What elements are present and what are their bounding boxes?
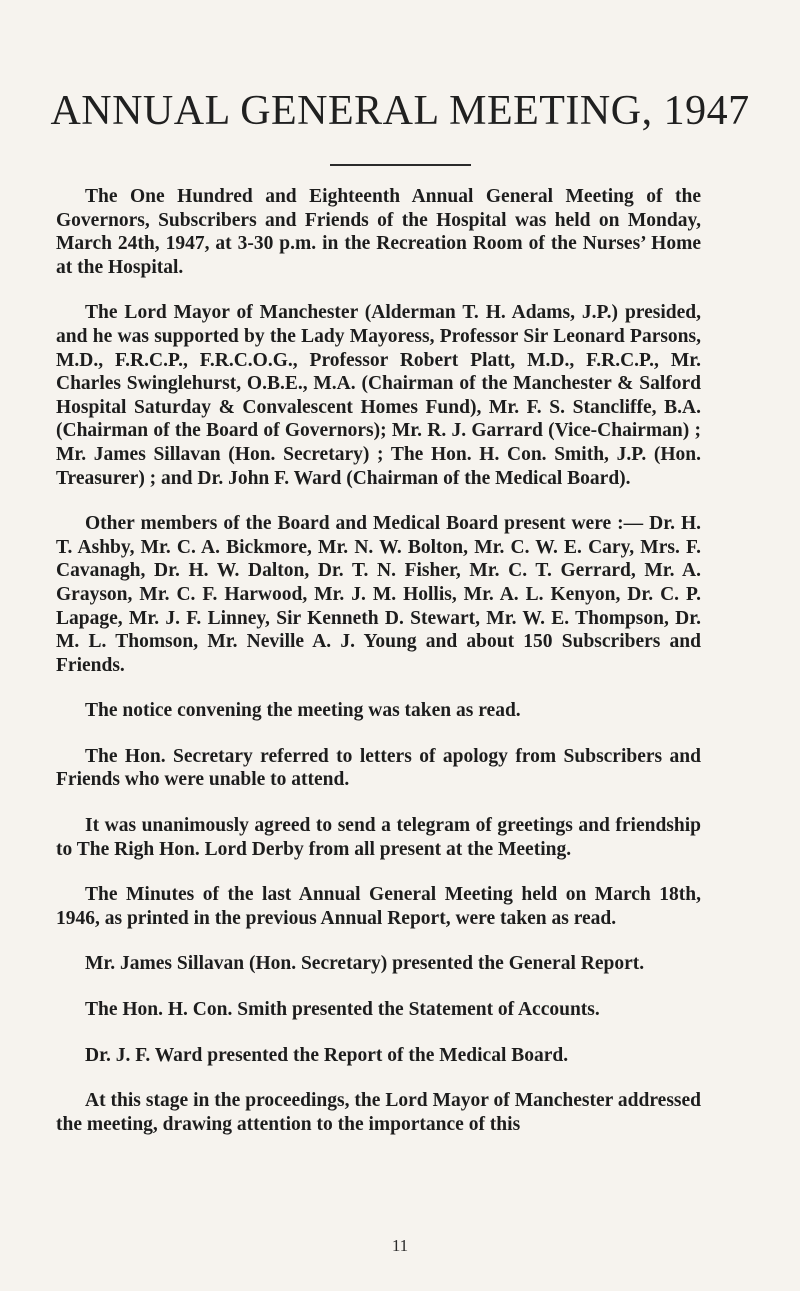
paragraph-notice: The notice convening the meeting was taken as read. — [85, 700, 521, 722]
page-title: ANNUAL GENERAL MEETING, 1947 — [50, 88, 750, 134]
title-divider — [330, 164, 471, 166]
paragraph-medical-report: Dr. J. F. Ward presented the Report of the Medical Board. — [85, 1044, 569, 1066]
paragraph-minutes: The Minutes of the last Annual General Meeting held on March 18th, 1946, as printed in the previous Annual Report, were taken as read. — [56, 884, 701, 929]
paragraph-members-present: Other members of the Board and Medical Board present were :— Dr. H. T. Ashby, Mr. C. A. Bickmore, Mr. N. W. Bolton, Mr. C. W. E. Cary, Mrs. F. Cavanagh, Dr. H. W. Dalton, Dr. T. N. Fisher, Mr. C. T. Gerrard, Mr. A. Grayson, Mr. C. F. Harwood, Mr. J. M. Hollis, Mr. A. L. Kenyon, Dr. C. P. Lapage, Mr. J. F. Linney, Sir Kenneth D. Stewart, Mr. W. E. Thompson, Dr. M. L. Thomson, Mr. Neville A. J. Young and about 150 Subscribers and Friends. — [56, 513, 701, 676]
page-number: 11 — [391, 1236, 409, 1255]
paragraph-apologies: The Hon. Secretary referred to letters of apology from Subscribers and Friends who were unable to attend. — [56, 745, 701, 791]
body-text — [56, 185, 701, 1158]
paragraph-telegram: It was unanimously agreed to send a telegram of greetings and friendship to The Righ Hon. Lord Derby from all present at the Meeting. — [56, 815, 701, 860]
paragraph-lord-mayor: At this stage in the proceedings, the Lord Mayor of Manchester addressed the meeting, drawing attention to the importance of this — [56, 1090, 701, 1135]
paragraph-presided: The Lord Mayor of Manchester (Alderman T. H. Adams, J.P.) presided, and he was supported by the Lady Mayoress, Professor Sir Leonard Parsons, M.D., F.R.C.P., F.R.C.O.G., Professor Robert Platt, M.D., F.R.C.P., Mr. Charles Swinglehurst, O.B.E., M.A. (Chairman of the Manchester & Salford Hospital Saturday & Convalescent Homes Fund), Mr. F. S. Stancliffe, B.A. (Chairman of the Board of Governors); Mr. R. J. Garrard (Vice-Chairman) ; Mr. James Sillavan (Hon. Secretary) ; The Hon. H. Con. Smith, J.P. (Hon. Treasurer) ; and Dr. John F. Ward (Chairman of the Medical Board). — [56, 302, 701, 489]
paragraph-accounts: The Hon. H. Con. Smith presented the Statement of Accounts. — [85, 999, 600, 1021]
paragraph-meeting-held: The One Hundred and Eighteenth Annual General Meeting of the Governors, Subscribers and Friends of the Hospital was held on Monday, March 24th, 1947, at 3-30 p.m. in the Recreation Room of the Nurses’ Home at the Hospital. — [56, 186, 701, 278]
paragraph-general-report: Mr. James Sillavan (Hon. Secretary) presented the General Report. — [85, 953, 645, 975]
